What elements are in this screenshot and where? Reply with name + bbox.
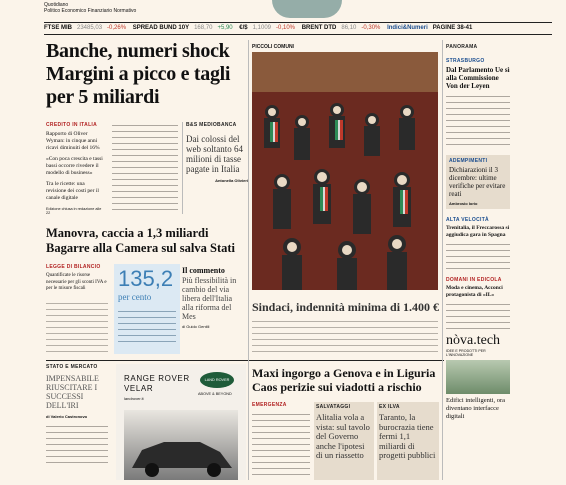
stat-unit: per cento (118, 292, 152, 302)
indici-pages: PAGINE 38-41 (432, 25, 473, 31)
sindaci-headline[interactable]: Sindaci, indennità minima di 1.400 € (252, 300, 440, 314)
right-column (446, 44, 510, 480)
maxi-kicker2: SALVATAGGI (316, 404, 351, 410)
ad-tagline: ABOVE & BEYOND (198, 392, 232, 396)
box1-author: Antonella Olivieri (215, 178, 248, 183)
lead-signoff: Edizione chiusa in redazione alle 22 (46, 207, 102, 215)
commento (182, 266, 244, 329)
chamber-photo (252, 52, 438, 290)
box1-text[interactable]: Dai colossi del web soltanto 64 milioni di tasse pagate in Italia (186, 134, 243, 174)
ticker-ftse-change: -0,26% (107, 25, 127, 31)
ad-brand: RANGE ROVER (124, 374, 190, 383)
ticker-spread-change: +5,90 (217, 25, 233, 31)
maxi-col3-text[interactable]: Taranto, la burocrazia tiene fermi 1,1 miliardi di progetti pubblici (379, 412, 436, 460)
ticker-spread-value: 168,70 (194, 25, 213, 31)
right-kicker1: PANORAMA (446, 44, 478, 50)
commento-text[interactable]: Più flessibilità in cambio del via libera dell'Italia alla riforma del Mes (182, 276, 237, 321)
lead-col1c-text: Tra le ricette: una revisione dei costi per il canale digitale (46, 181, 99, 201)
ticker-eur-change: -0,10% (276, 25, 296, 31)
box1-kicker: B&S MEDIOBANCA (186, 122, 237, 128)
maxi-col2-text[interactable]: Alitalia vola a vista: sul tavolo del Governo anche l'ipotesi di un riassetto (316, 412, 370, 460)
right-head1[interactable]: Dal Parlamento Ue sì alla Commissione Von der Leyen (446, 66, 510, 90)
masthead-line1: Quotidiano (44, 2, 69, 8)
maxi-col3 (377, 402, 439, 480)
maxi-col1 (252, 402, 310, 477)
stato-author: di Valerio Castronovo (46, 414, 88, 419)
maxi-col2 (314, 402, 374, 480)
second-col-text: Quantificate le risorse necessarie per gli sconti IVA e per le misure fiscali (46, 273, 107, 291)
car-silhouette-icon (124, 410, 238, 480)
lead-kicker: CREDITO IN ITALIA (46, 122, 98, 128)
maxi-kicker3: EX ILVA (379, 404, 400, 410)
ticker-eur-label: €/$ (239, 25, 248, 31)
lead-col1b-text: «Con poca crescita e tassi bassi occorre rivedere il modello di business» (46, 156, 103, 176)
right-kicker3: ADEMPIMENTI (449, 158, 488, 164)
stato-kicker: STATO E MERCATO (46, 364, 98, 370)
stato-box (46, 364, 108, 463)
ticker-brent-change: -0,30% (361, 25, 381, 31)
right-box2 (446, 155, 510, 209)
ticker-brent-value: 86,10 (341, 25, 357, 31)
nova-title[interactable]: nòva.tech (446, 333, 501, 348)
stat-value: 135,2 (118, 266, 174, 291)
lead-body-col2 (112, 122, 178, 214)
stato-body (46, 423, 108, 463)
stat-box (114, 264, 180, 354)
section-rule (46, 360, 444, 361)
right-kicker4: ALTA VELOCITÀ (446, 217, 489, 223)
divider-right (442, 40, 443, 480)
masthead-line2: Politico Economico Finanziario Normativo (44, 8, 137, 14)
indici-link[interactable]: Indici&Numeri (387, 25, 428, 31)
ticker-ftse-value: 23485,03 (77, 25, 103, 31)
maxi-col1-body (252, 411, 310, 477)
second-headline[interactable]: Manovra, caccia a 1,3 miliardi Bagarre alla Camera sul salva Stati (46, 226, 235, 255)
commento-title: Il commento (182, 266, 225, 275)
ticker-eur-value: 1,1009 (252, 25, 271, 31)
right-head5[interactable]: Edifici intelligenti, ora diventano interfacce digitali (446, 397, 506, 420)
right-kicker5: DOMANI IN EDICOLA (446, 277, 502, 283)
ad-badge: LAND ROVER (204, 378, 230, 382)
chamber-photo-image (252, 52, 438, 290)
commento-author: di Guido Gentili (182, 324, 210, 329)
maxi-kicker1: EMERGENZA (252, 402, 287, 408)
nova-sub: IDEE E PRODOTTI PER L'INNOVAZIONE (446, 349, 486, 357)
right-body1 (446, 93, 510, 149)
stato-text[interactable]: IMPENSABILE RIUSCITARE I SUCCESSI DELL'IRI (46, 374, 99, 410)
second-col (46, 264, 108, 293)
nova-image (446, 360, 510, 394)
ad-model: VELAR (124, 384, 154, 393)
right-body3 (446, 241, 510, 271)
right-head2[interactable]: Dichiarazioni il 3 dicembre: ultime verifiche per evitare reati (449, 166, 506, 198)
right-head4[interactable]: Moda e cinema, Acconci protagonista di «IL» (446, 285, 503, 298)
ticker-brent-label: BRENT DTD (301, 25, 337, 31)
right-kicker2: STRASBURGO (446, 58, 485, 64)
box1 (182, 122, 248, 214)
masthead-logo-graphic (272, 0, 342, 18)
sindaci-body (252, 318, 438, 356)
market-ticker (44, 22, 552, 35)
ticker-ftse-label: FTSE MIB (44, 25, 72, 31)
right-author2: Ambrosio Iorio (449, 201, 478, 206)
second-body (46, 300, 108, 356)
land-rover-badge-icon (200, 372, 234, 388)
right-head3[interactable]: Trenitalia, il Freccarossa si aggiudica gara in Spagna (446, 225, 510, 238)
car-image (124, 410, 238, 480)
ticker-spread-label: SPREAD BUND 10Y (132, 25, 190, 31)
stat-body (118, 308, 176, 346)
ad-site: landrover.it (124, 396, 144, 401)
right-body4 (446, 301, 510, 329)
lead-col1-text: Rapporto di Oliver Wyman: in cinque anni ricavi diminuiti del 16% (46, 131, 100, 151)
masthead (44, 0, 244, 20)
range-rover-ad[interactable] (116, 364, 246, 480)
maxi-headline[interactable]: Maxi ingorgo a Genova e in Liguria Caos perizie sui viadotti a rischio (252, 366, 436, 394)
lead-col1 (46, 122, 106, 215)
divider-left (248, 40, 249, 480)
lead-headline[interactable]: Banche, numeri shock Margini a picco e tagli per 5 miliardi (46, 40, 231, 108)
second-kicker: LEGGE DI BILANCIO (46, 264, 101, 270)
photo1-kicker: PICCOLI COMUNI (252, 44, 294, 50)
